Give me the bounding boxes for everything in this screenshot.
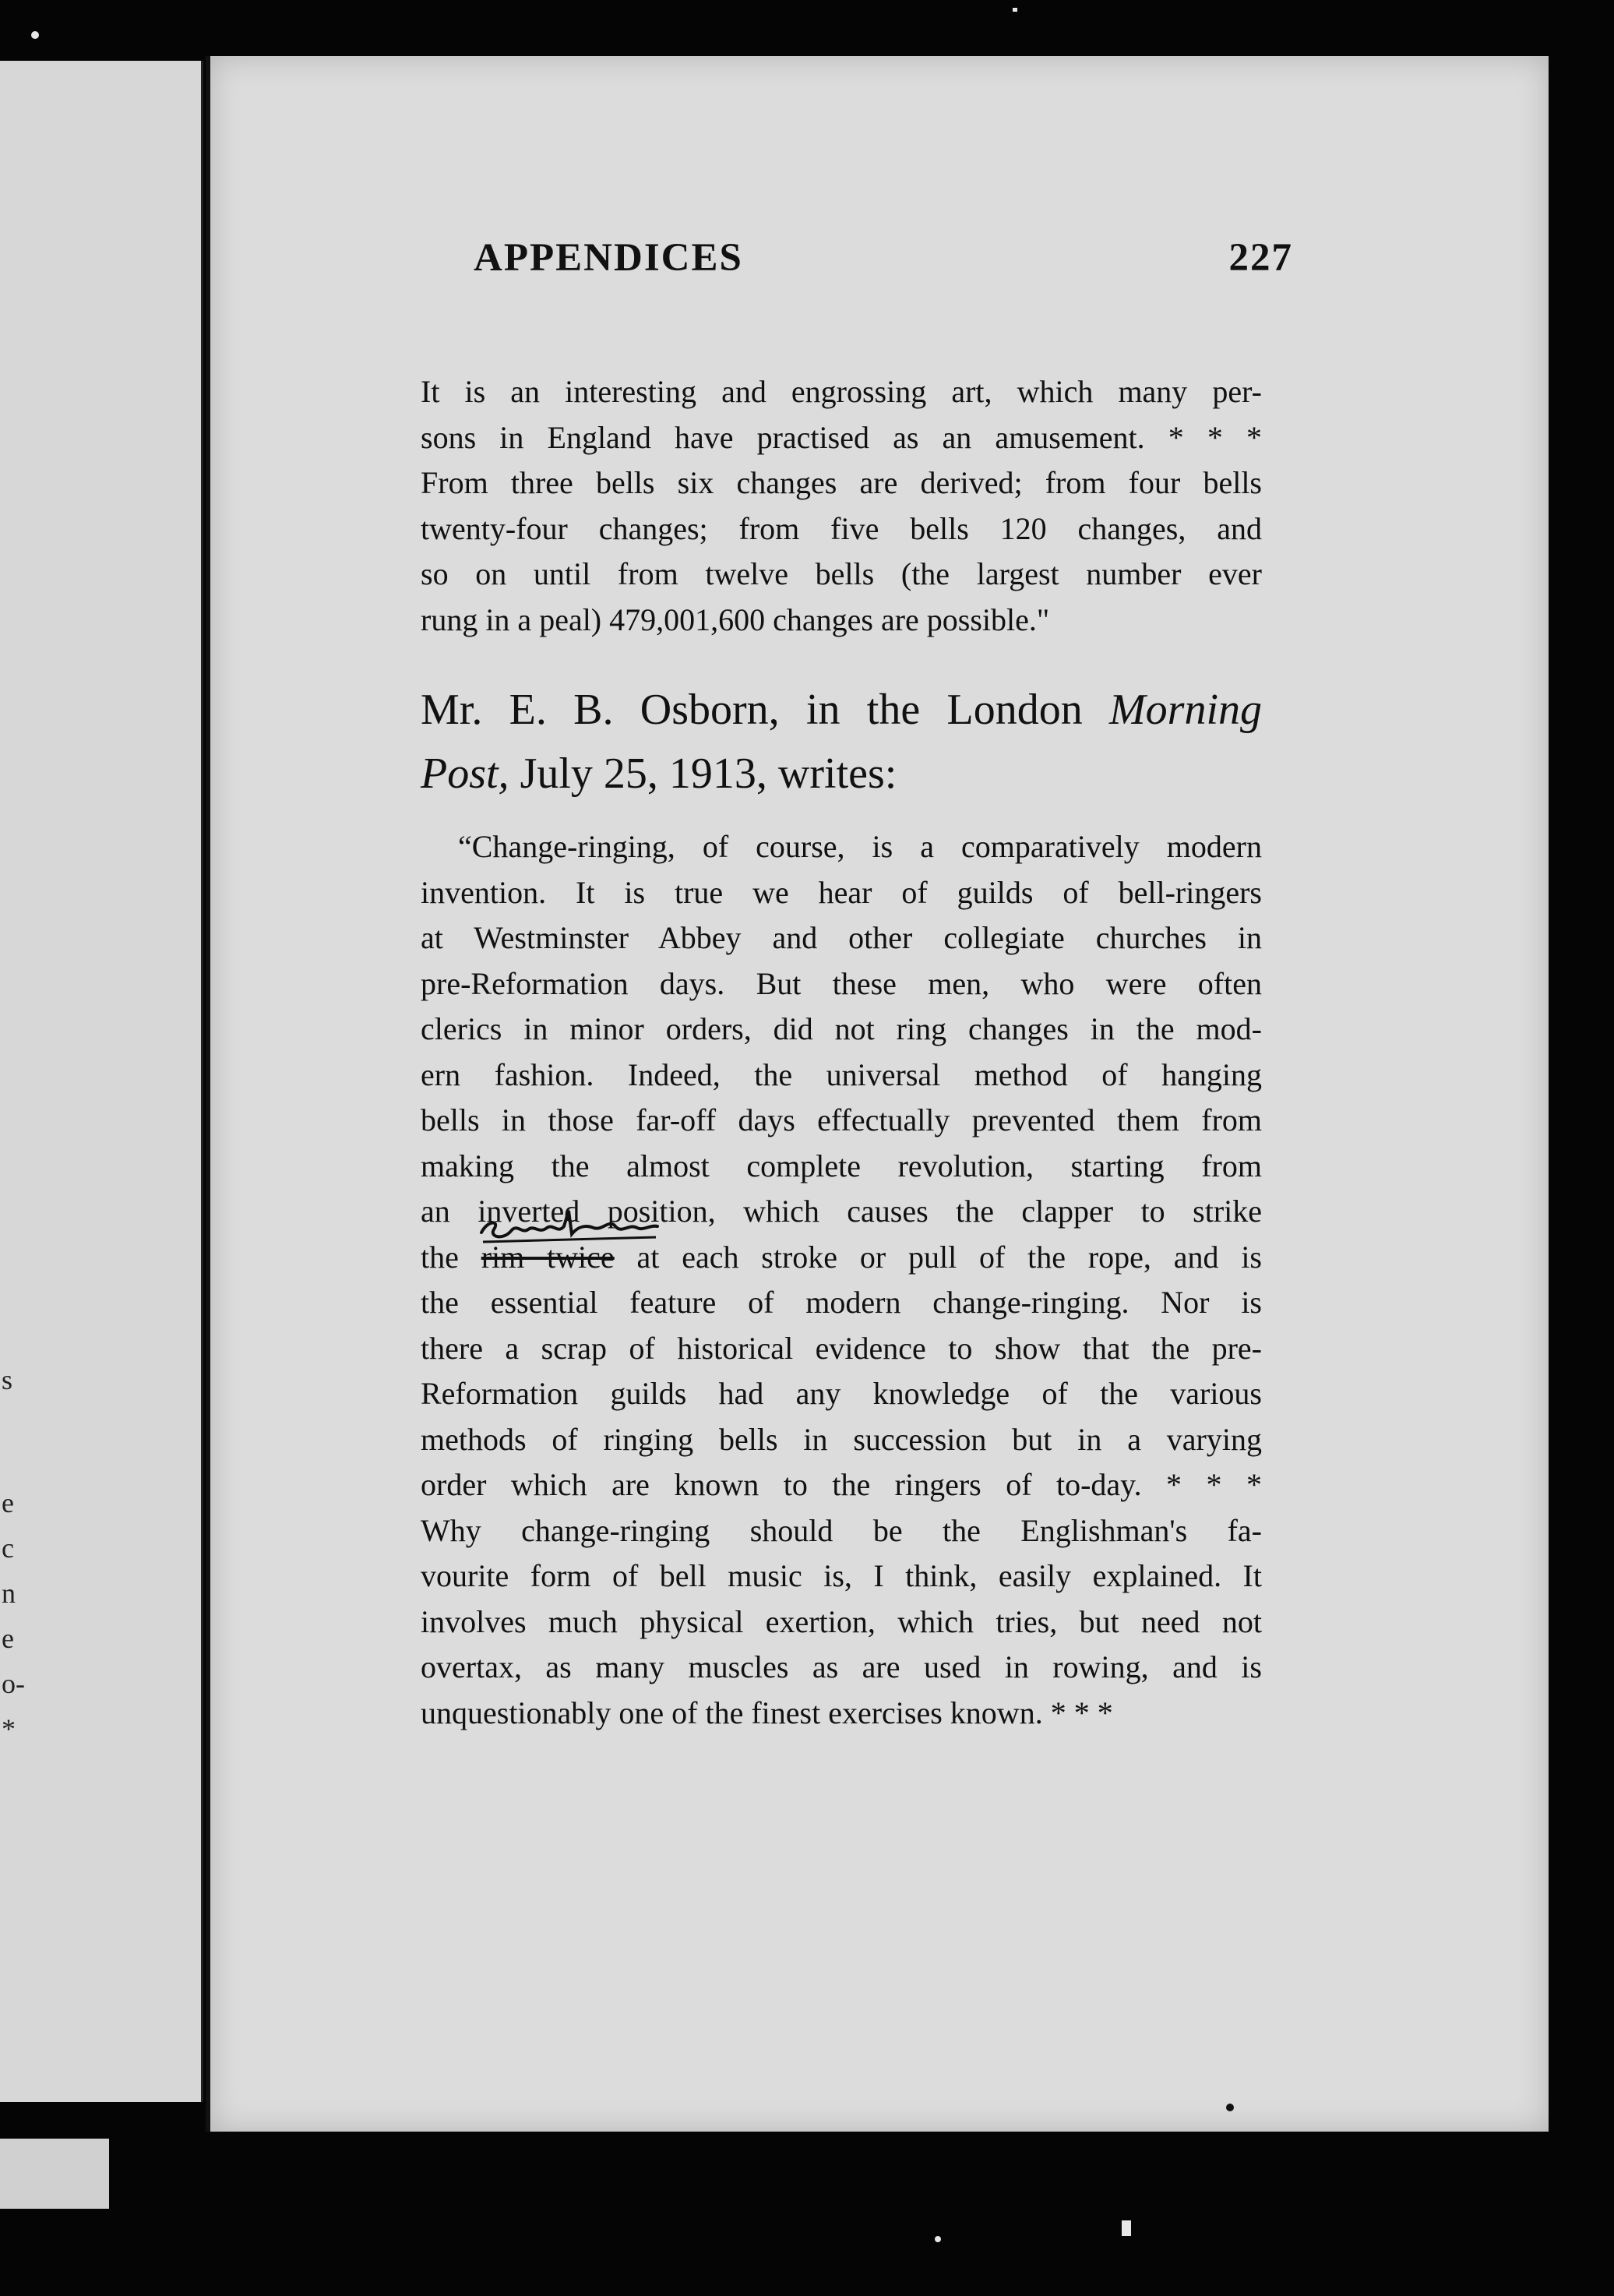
text-line: an inverted position, which causes the clapper to strike [421, 1194, 1262, 1229]
text-line: invention. It is true we hear of guilds of bell-ringers [421, 874, 1262, 910]
heading-italic: Morning [1109, 686, 1262, 734]
text-line: From three bells six changes are derived; from four bells [421, 465, 1262, 500]
page-mark [1226, 2104, 1234, 2111]
text-line: clerics in minor orders, did not ring changes in the mod- [421, 1011, 1262, 1046]
left-letter: n [2, 1578, 16, 1609]
text-line: “Change-ringing, of course, is a comparatively modern [458, 829, 1262, 864]
page-number: 227 [1228, 236, 1293, 280]
left-page-margin [0, 61, 203, 2102]
heading-text: Mr. E. B. Osborn, in the London [421, 686, 1109, 734]
text-line: methods of ringing bells in succession but in a varying [421, 1421, 1262, 1457]
struck-text: rim twice [481, 1239, 615, 1275]
heading-text: July 25, 1913, writes: [509, 749, 897, 798]
left-letter: c [2, 1532, 14, 1564]
scan-speck [1013, 8, 1017, 12]
text-line: pre-Reformation days. But these men, who were often [421, 965, 1262, 1001]
scan-speck [1122, 2220, 1131, 2236]
text-line: involves much physical exertion, which tries, but need not [421, 1603, 1262, 1639]
left-letter: e [2, 1487, 14, 1518]
paragraph-1 [421, 369, 1262, 643]
heading-italic: Post, [421, 749, 509, 798]
text-line: the essential feature of modern change-ringing. Nor is [421, 1285, 1262, 1320]
text-line: there a scrap of historical evidence to show that the pre- [421, 1330, 1262, 1366]
handwriting-icon [477, 1203, 664, 1250]
running-title: APPENDICES [474, 236, 743, 280]
text-line: order which are known to the ringers of to-day. * * * [421, 1467, 1262, 1502]
text-line: rung in a peal) 479,001,600 changes are possible." [421, 601, 1050, 637]
citation-heading [421, 678, 1262, 806]
left-page-letters [2, 61, 33, 2102]
edit-line-rest: at each stroke or pull of the rope, and is [614, 1239, 1263, 1275]
text-line: unquestionably one of the finest exercises known. * * * [421, 1695, 1113, 1730]
paragraph-2 [421, 824, 1262, 1736]
left-letter: e [2, 1623, 14, 1654]
text-line: Reformation guilds had any knowledge of the various [421, 1376, 1262, 1411]
handwritten-annotation [477, 1203, 664, 1250]
text-line: making the almost complete revolution, starting from [421, 1148, 1262, 1183]
edit-line-start: the [421, 1239, 481, 1275]
heading-line-1 [421, 678, 1262, 742]
heading-line-2 [421, 742, 1262, 806]
left-letter: * [2, 1713, 16, 1744]
text-line: vourite form of bell music is, I think, easily explained. It [421, 1558, 1262, 1593]
text-line: ern fashion. Indeed, the universal method of hanging [421, 1056, 1262, 1092]
text-line: Why change-ringing should be the Englishman's fa- [421, 1512, 1262, 1548]
text-line: It is an interesting and engrossing art, which many per- [421, 374, 1262, 409]
left-page-corner [0, 2139, 109, 2209]
text-line: sons in England have practised as an amusement. * * * [421, 419, 1262, 455]
scan-speck [31, 31, 39, 39]
text-line: so on until from twelve bells (the largest number ever [421, 556, 1262, 591]
text-line: bells in those far-off days effectually prevented them from [421, 1102, 1262, 1137]
text-line: at Westminster Abbey and other collegiate churches in [421, 920, 1262, 955]
left-letter: o- [2, 1668, 25, 1699]
left-letter: s [2, 1364, 13, 1395]
scan-speck [935, 2236, 941, 2242]
text-line: twenty-four changes; from five bells 120 changes, and [421, 510, 1262, 546]
text-line: overtax, as many muscles as are used in rowing, and is [421, 1649, 1262, 1684]
